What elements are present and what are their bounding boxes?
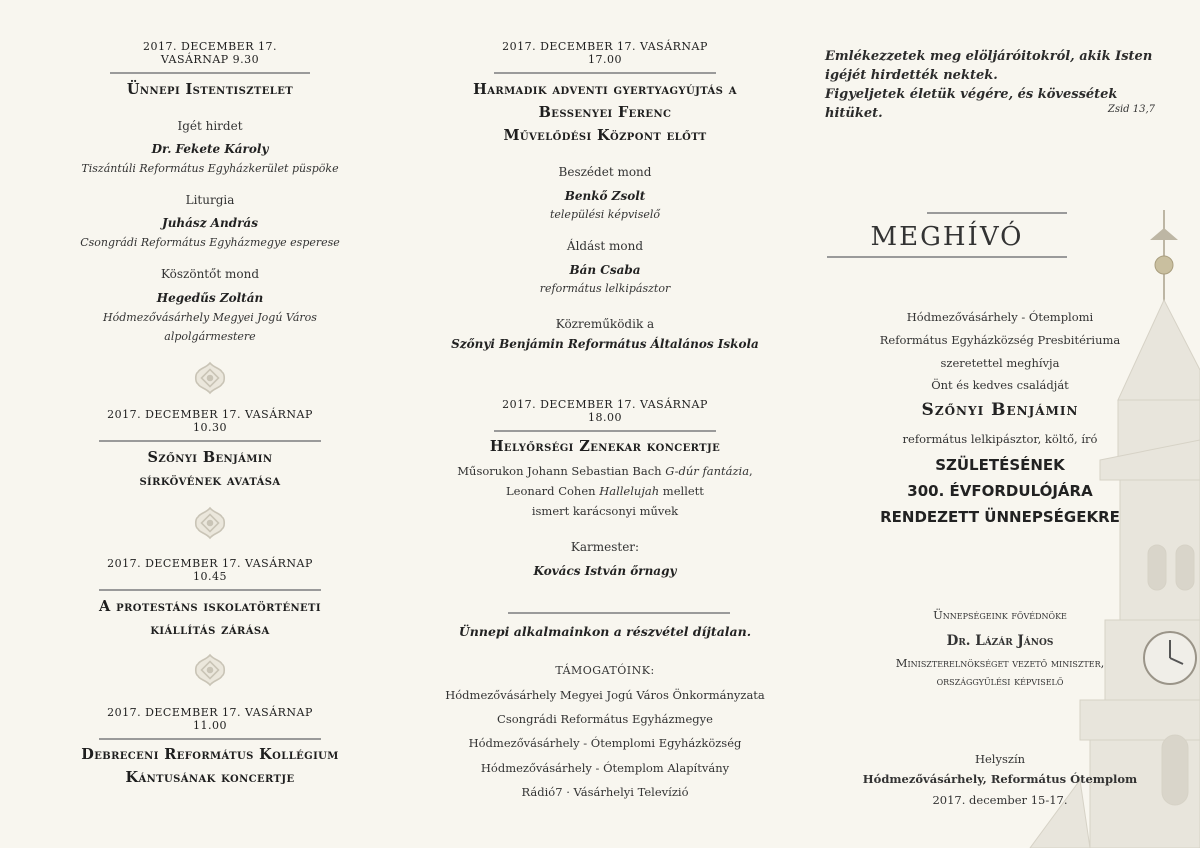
sponsor-item: Rádió7 · Vásárhelyi Televízió <box>521 785 689 799</box>
person-description: Tiszántúli Református Egyházkerület püspöke <box>81 162 339 175</box>
venue-date: 2017. december 15-17. <box>932 793 1068 807</box>
event-date: 2017. DECEMBER 17. VASÁRNAP 18.00 <box>494 398 716 432</box>
person-description: Hódmezővásárhely Megyei Jogú Város <box>103 311 317 324</box>
person-description: Csongrádi Református Egyházmegye esperese <box>80 236 340 249</box>
person-description: alpolgármestere <box>164 330 256 343</box>
role-label: Karmester: <box>570 540 640 554</box>
person-name: Benkő Zsolt <box>564 189 646 203</box>
person-name: Kovács István őrnagy <box>533 564 677 578</box>
program-line: Műsorukon Johann Sebastian Bach G-dúr fantázia, <box>457 464 753 478</box>
bible-quote-line3: Figyeljetek életük végére, és kövessétek hitüket. <box>825 87 1118 121</box>
event-title-line1: A protestáns iskolatörténeti <box>99 598 321 615</box>
heading-bottom-rule <box>827 256 1067 258</box>
event-title-line1: Szőnyi Benjámin <box>147 449 273 466</box>
ornament-icon <box>192 505 228 541</box>
person-name: Hegedűs Zoltán <box>156 291 264 305</box>
event-title-line2: Bessenyei Ferenc <box>538 104 672 121</box>
event-title-line1: Debreceni Református Kollégium <box>81 746 339 763</box>
ornament-icon <box>192 652 228 688</box>
event-title-line3: Művelődési Központ előtt <box>503 127 707 144</box>
anniversary-line1: SZÜLETÉSÉNEK <box>935 456 1065 474</box>
person-name: Dr. Fekete Károly <box>151 142 269 156</box>
invitation-heading: MEGHÍVÓ <box>870 222 1024 252</box>
patron-description: országgyűlési képviselő <box>936 674 1064 688</box>
honoree-description: református lelkipásztor, költő, író <box>902 432 1098 446</box>
sponsor-item: Hódmezővásárhely - Ótemplom Alapítvány <box>480 761 730 775</box>
anniversary-line2: 300. ÉVFORDULÓJÁRA <box>907 482 1093 500</box>
role-label: Beszédet mond <box>558 165 652 179</box>
event-date: 2017. DECEMBER 17. VASÁRNAP 9.30 <box>110 40 310 74</box>
role-label: Liturgia <box>185 193 235 207</box>
sponsors-title: TÁMOGATÓINK: <box>555 664 655 677</box>
role-label: Közreműködik a <box>555 317 655 331</box>
event-title-line2: kiállítás zárása <box>150 621 270 638</box>
bible-reference: Zsid 13,7 <box>1107 104 1155 115</box>
role-label: Áldást mond <box>566 239 644 253</box>
event-title: Helyőrségi Zenekar koncertje <box>489 438 721 455</box>
event-date: 2017. DECEMBER 17. VASÁRNAP 10.30 <box>99 408 321 442</box>
sponsor-item: Hódmezővásárhely - Ótemplomi Egyházközség <box>468 736 742 750</box>
invitation-text: szeretettel meghívja <box>940 356 1060 370</box>
bible-quote-line1: Emlékezzetek meg elöljáróitokról, akik Isten <box>825 49 1153 64</box>
sponsor-item: Csongrádi Református Egyházmegye <box>497 712 713 726</box>
patron-name: Dr. Lázár János <box>946 633 1054 649</box>
invitation-text: Önt és kedves családját <box>931 378 1069 392</box>
role-label: Köszöntőt mond <box>161 267 259 281</box>
patron-label: Ünnepségeink fővédnöke <box>933 608 1067 622</box>
event-date: 2017. DECEMBER 17. VASÁRNAP 10.45 <box>99 557 321 591</box>
left-panel <box>30 0 390 848</box>
patron-description: Miniszterelnökséget vezető miniszter, <box>895 656 1105 670</box>
middle-panel <box>420 0 790 848</box>
bible-quote-line2: igéjét hirdették nektek. <box>825 68 998 83</box>
role-label: Igét hirdet <box>177 119 243 133</box>
event-date: 2017. DECEMBER 17. VASÁRNAP 11.00 <box>99 706 321 740</box>
right-panel <box>815 0 1185 848</box>
ornament-icon <box>192 360 228 396</box>
sponsor-item: Hódmezővásárhely Megyei Jogú Város Önkormányzata <box>445 688 765 702</box>
venue-label: Helyszín <box>974 752 1026 766</box>
event-date: 2017. DECEMBER 17. VASÁRNAP 17.00 <box>494 40 716 74</box>
invitation-text: Hódmezővásárhely - Ótemplomi <box>906 310 1094 324</box>
person-description: református lelkipásztor <box>539 282 671 295</box>
event-title-line1: Harmadik adventi gyertyagyújtás a <box>473 81 737 98</box>
honoree-name: Szőnyi Benjámin <box>921 400 1079 420</box>
person-name: Bán Csaba <box>569 263 641 277</box>
event-title-line2: Kántusának koncertje <box>125 769 295 786</box>
person-description: települési képviselő <box>549 208 661 221</box>
program-line: ismert karácsonyi művek <box>531 504 679 518</box>
event-title-line2: sírkövének avatása <box>139 472 281 489</box>
program-line: Leonard Cohen Hallelujah mellett <box>506 484 704 498</box>
event-title: Ünnepi Istentisztelet <box>126 81 294 98</box>
divider <box>508 612 730 614</box>
school-name: Szőnyi Benjámin Református Általános Iskola <box>451 337 759 351</box>
heading-top-rule <box>927 212 1067 214</box>
free-admission-note: Ünnepi alkalmainkon a részvétel díjtalan. <box>458 624 752 639</box>
invitation-text: Református Egyházközség Presbitériuma <box>879 333 1121 347</box>
anniversary-line3: RENDEZETT ÜNNEPSÉGEKRE <box>880 508 1120 526</box>
venue-name: Hódmezővásárhely, Református Ótemplom <box>862 772 1138 786</box>
person-name: Juhász András <box>162 216 258 230</box>
